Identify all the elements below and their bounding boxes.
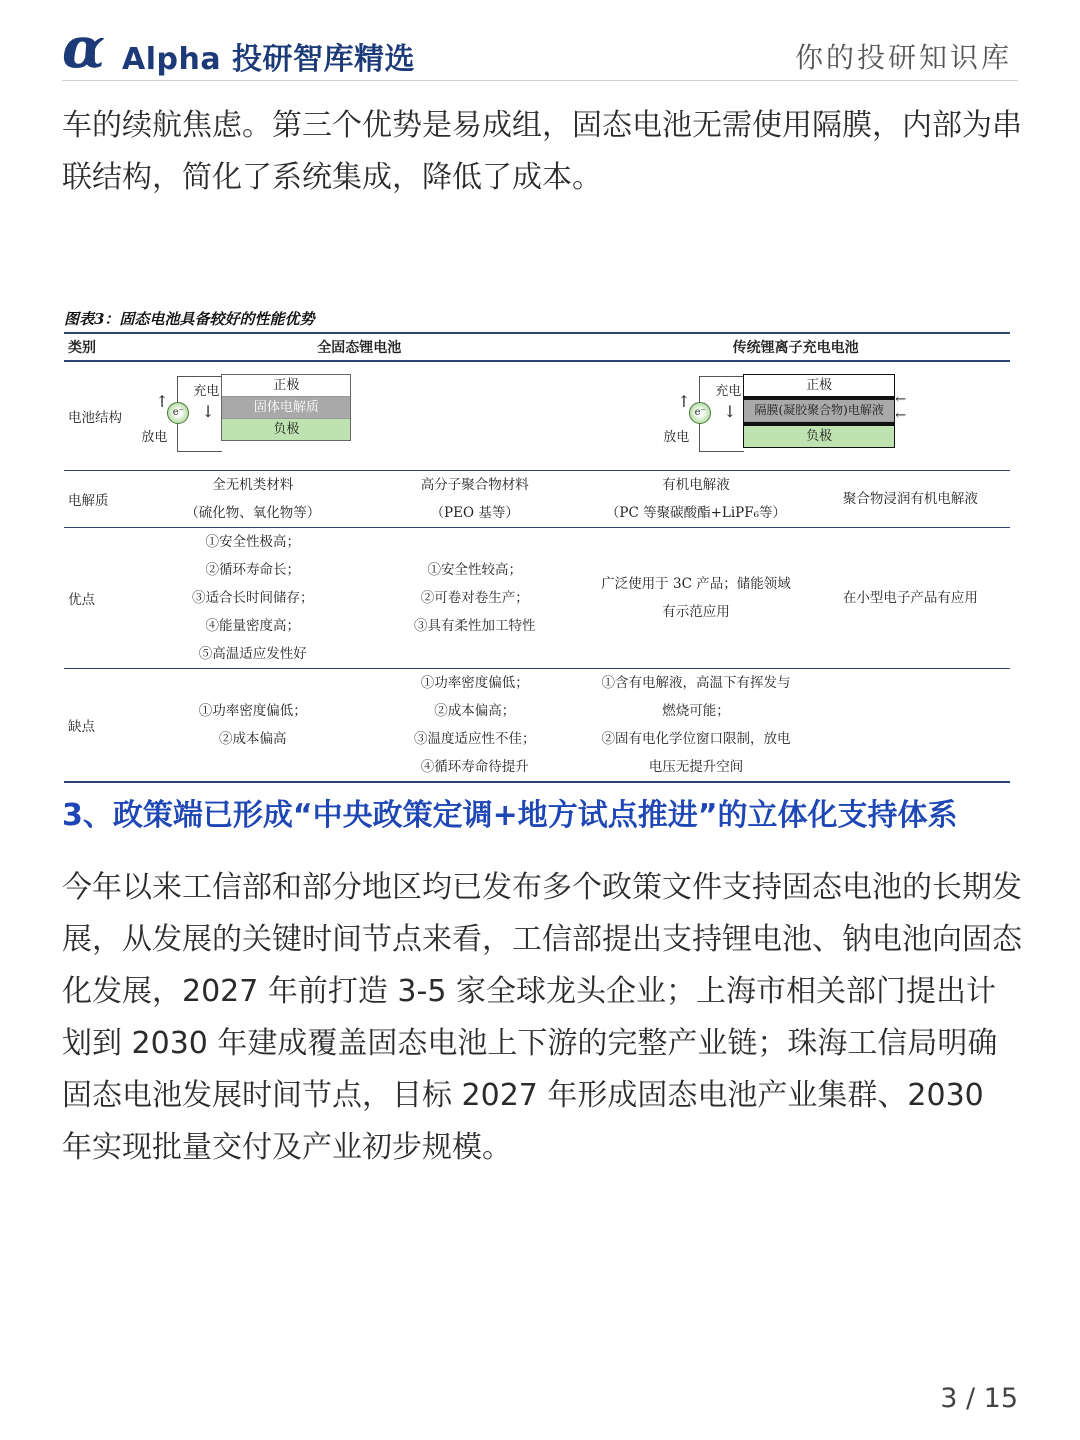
cell-line: 高分子聚合物材料 bbox=[420, 477, 529, 493]
solid-battery-diagram bbox=[137, 361, 581, 471]
cell-line: （PEO 基等） bbox=[430, 505, 519, 521]
liion-battery-diagram bbox=[581, 361, 1010, 471]
table-row bbox=[64, 361, 1010, 471]
electron-icon: e⁻ bbox=[167, 402, 189, 424]
body-paragraph-2: 今年以来工信部和部分地区均已发布多个政策文件支持固态电池的长期发展，从发展的关键时间节点来看，工信部提出支持锂电池、钠电池向固态化发展，2027 年前打造 3-5 家全球龙头企业；上海市相关部门提出计划到 2030 年建成覆盖固态电池上下游的完整产业链；珠海工信局明确固态电池发展时间节点，目标 2027 年形成固态电池产业集群、2030 年实现批量交付及产业初步规模。 bbox=[62, 870, 1022, 1165]
cell-line: ①安全性极高； bbox=[205, 534, 301, 550]
row-label-disadvantages: 缺点 bbox=[68, 719, 95, 735]
electrolyte-cell bbox=[811, 471, 1010, 528]
arrow-left-icon: ← bbox=[895, 392, 907, 407]
cell-line: ①含有电解液，高温下有挥发与 bbox=[601, 675, 791, 691]
cathode-layer: 正极 bbox=[744, 375, 894, 400]
cathode-layer: 正极 bbox=[222, 375, 350, 397]
arrow-down-icon: ↓ bbox=[201, 402, 215, 421]
cell-line: 电压无提升空间 bbox=[648, 759, 744, 775]
disadvantages-cell bbox=[811, 669, 1010, 783]
header-liion-battery: 传统锂离子充电电池 bbox=[581, 333, 1010, 361]
row-label-structure: 电池结构 bbox=[68, 410, 122, 426]
liion-battery-layers bbox=[743, 374, 895, 448]
disadvantages-cell bbox=[368, 669, 581, 783]
cell-line: ②固有电化学位窗口限制，放电 bbox=[601, 731, 791, 747]
header-category: 类别 bbox=[64, 333, 137, 361]
cell-line: ⑤高温适应发性好 bbox=[198, 646, 307, 662]
cell-line: 聚合物浸润有机电解液 bbox=[842, 491, 978, 507]
table-row bbox=[64, 471, 1010, 528]
advantages-cell bbox=[811, 528, 1010, 669]
section-title: 3、政策端已形成“中央政策定调+地方试点推进”的立体化支持体系 bbox=[62, 798, 958, 833]
disadvantages-cell bbox=[581, 669, 811, 783]
brand-slogan: 你的投研知识库 bbox=[794, 41, 1012, 74]
cell-line: 有机电解液 bbox=[662, 477, 730, 493]
cell-line: ②循环寿命长； bbox=[205, 562, 301, 578]
cell-line: 有示范应用 bbox=[662, 604, 730, 620]
cell-line: ④能量密度高； bbox=[205, 618, 301, 634]
arrow-up-icon: ↑ bbox=[155, 392, 169, 411]
cell-line: ①功率密度偏低； bbox=[198, 703, 307, 719]
body-paragraph-1: 车的续航焦虑。第三个优势是易成组，固态电池无需使用隔膜，内部为串联结构，简化了系统集成，降低了成本。 bbox=[62, 108, 1022, 195]
cell-line: ①安全性较高； bbox=[427, 562, 522, 578]
anode-layer: 负极 bbox=[222, 419, 350, 440]
comparison-table bbox=[64, 332, 1010, 783]
cell-line: ②成本偏高； bbox=[434, 703, 516, 719]
solid-battery-layers bbox=[221, 374, 351, 441]
arrow-left-icon: ← bbox=[895, 408, 907, 423]
cell-line: 全无机类材料 bbox=[212, 477, 294, 493]
charge-label: 充电 bbox=[715, 384, 742, 399]
cell-line: ③具有柔性加工特性 bbox=[413, 618, 536, 634]
charge-label: 充电 bbox=[193, 384, 220, 399]
advantages-cell bbox=[368, 528, 581, 669]
discharge-label: 放电 bbox=[141, 430, 168, 445]
electrolyte-cell bbox=[368, 471, 581, 528]
electrolyte-cell bbox=[137, 471, 368, 528]
brand-name: Alpha 投研智库精选 bbox=[122, 42, 416, 77]
disadvantages-cell bbox=[137, 669, 368, 783]
page-indicator: 3 / 15 bbox=[940, 1383, 1018, 1414]
cell-line: ③适合长时间储存； bbox=[192, 590, 314, 606]
cell-line: （PC 等聚碳酸酯+LiPF₆等） bbox=[605, 505, 787, 521]
cell-line: ③温度适应性不佳； bbox=[413, 731, 536, 747]
arrow-down-icon: ↓ bbox=[723, 402, 737, 421]
electrolyte-cell bbox=[581, 471, 811, 528]
advantages-cell bbox=[137, 528, 368, 669]
alpha-logo-icon: α bbox=[62, 15, 106, 81]
figure-title: 图表3：固态电池具备较好的性能优势 bbox=[64, 310, 315, 328]
cell-line: ①功率密度偏低； bbox=[420, 675, 529, 691]
cell-line: 在小型电子产品有应用 bbox=[842, 590, 978, 606]
cell-line: ④循环寿命待提升 bbox=[420, 759, 529, 775]
cell-line: ②成本偏高 bbox=[219, 731, 287, 747]
discharge-label: 放电 bbox=[663, 430, 690, 445]
separator-electrolyte-layer: 隔膜(凝胶聚合物)电解液 bbox=[744, 400, 894, 422]
solid-electrolyte-layer: 固体电解质 bbox=[222, 397, 350, 419]
row-label-advantages: 优点 bbox=[68, 592, 95, 608]
table-row bbox=[64, 528, 1010, 669]
cell-line: 燃烧可能； bbox=[662, 703, 730, 719]
electron-icon: e⁻ bbox=[689, 402, 711, 424]
row-label-electrolyte: 电解质 bbox=[68, 493, 109, 509]
advantages-cell bbox=[581, 528, 811, 669]
table-row bbox=[64, 669, 1010, 783]
cell-line: （硫化物、氧化物等） bbox=[185, 505, 321, 521]
header-solid-battery: 全固态锂电池 bbox=[137, 333, 581, 361]
anode-layer: 负极 bbox=[744, 422, 894, 447]
comparison-figure bbox=[64, 306, 1012, 783]
arrow-up-icon: ↑ bbox=[677, 392, 691, 411]
page-header bbox=[62, 15, 1018, 81]
cell-line: 广泛使用于 3C 产品；储能领域 bbox=[601, 576, 791, 592]
cell-line: ②可卷对卷生产； bbox=[420, 590, 529, 606]
table-header-row bbox=[64, 333, 1010, 361]
